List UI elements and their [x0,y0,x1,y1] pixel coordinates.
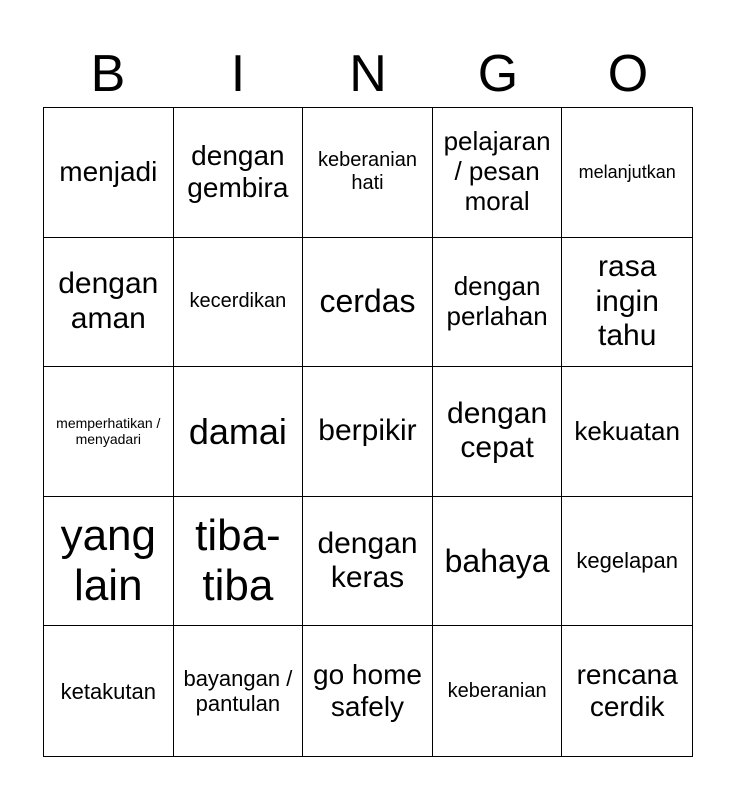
bingo-cell[interactable] [174,367,304,497]
bingo-cell[interactable] [562,238,692,368]
cell-text: kekuatan [574,415,680,446]
cell-text: melanjutkan [578,161,676,182]
bingo-cell[interactable] [174,238,304,368]
bingo-cell[interactable] [44,108,174,238]
bingo-board [43,107,693,757]
cell-text: yang lain [60,510,156,611]
bingo-cell[interactable] [174,626,304,756]
cell-text: menjadi [59,156,158,188]
bingo-cell[interactable] [433,108,563,238]
bingo-cell[interactable] [562,626,692,756]
bingo-cell[interactable] [562,367,692,497]
header-letter-n: N [349,45,387,103]
header-letter-i: I [230,45,246,103]
cell-text: memperhatikan / menyadari [56,415,161,448]
bingo-cell[interactable] [562,108,692,238]
cell-text: berpikir [318,414,417,448]
cell-text: bayangan / pantulan [183,665,293,717]
cell-text: go home safely [313,659,422,723]
cell-text: keberanian hati [318,149,417,195]
header-letter-g: G [477,45,519,103]
bingo-cell[interactable] [562,497,692,627]
bingo-cell[interactable] [433,238,563,368]
cell-text: dengan aman [58,267,159,335]
bingo-header [43,40,693,108]
cell-text: rasa ingin tahu [595,250,659,353]
cell-text: dengan cepat [447,396,548,465]
cell-text: cerdas [319,283,416,320]
bingo-cell[interactable] [174,108,304,238]
bingo-cell[interactable] [303,626,433,756]
bingo-cell[interactable] [44,238,174,368]
cell-text: rencana cerdik [576,659,678,723]
bingo-cell[interactable] [44,367,174,497]
cell-text: pelajaran / pesan moral [443,126,551,217]
header-letter-b: B [90,45,126,103]
bingo-cell[interactable] [433,626,563,756]
bingo-cell[interactable] [303,238,433,368]
bingo-cell[interactable] [303,497,433,627]
cell-text: dengan perlahan [446,271,548,331]
cell-text: bahaya [444,542,550,579]
bingo-cell[interactable] [303,108,433,238]
cell-text: kecerdikan [189,290,287,313]
header-letter-o: O [607,45,649,103]
bingo-cell[interactable] [174,497,304,627]
cell-text: kegelapan [576,548,678,574]
bingo-cell[interactable] [303,367,433,497]
bingo-cell[interactable] [44,626,174,756]
cell-text: dengan keras [317,526,418,595]
cell-text: ketakutan [60,678,156,704]
bingo-cell[interactable] [433,367,563,497]
cell-text: dengan gembira [187,140,289,204]
cell-text: keberanian [447,679,547,702]
cell-text: damai [188,410,287,452]
bingo-cell[interactable] [44,497,174,627]
bingo-cell[interactable] [433,497,563,627]
cell-text: tiba-tiba [195,510,281,611]
